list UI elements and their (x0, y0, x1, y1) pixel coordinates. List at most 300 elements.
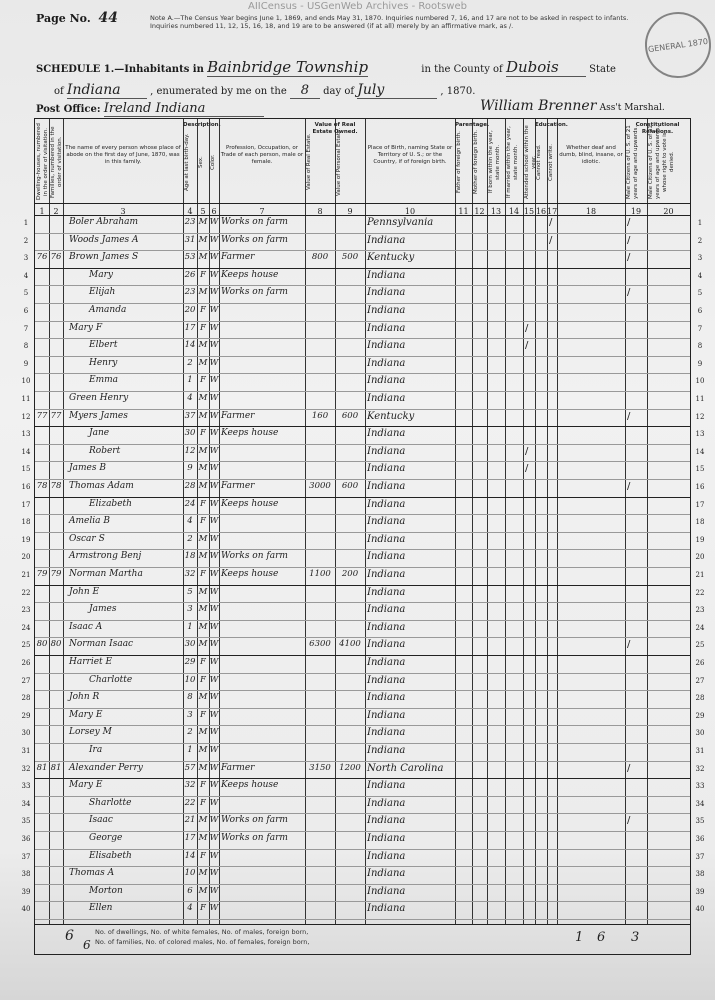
cell-sex: M (198, 252, 208, 263)
column-number-2: 2 (53, 207, 59, 216)
cell-age: 1 (187, 621, 193, 632)
cell-age: 29 (184, 657, 196, 667)
row-number-right: 35 (695, 817, 705, 826)
column-header-2: Families, numbered in the order of visitation. (50, 126, 63, 198)
cell-sex: M (198, 234, 208, 245)
cell-color: W (209, 727, 219, 738)
row-divider (35, 514, 690, 515)
cell-name: Jane (89, 428, 110, 439)
row-number-left: 4 (23, 271, 29, 280)
cell-color: W (209, 340, 219, 351)
column-header-14: If married within the year, state month. (506, 126, 519, 198)
row-number-left: 5 (23, 289, 29, 298)
row-number-right: 30 (695, 729, 705, 738)
cell-occ: Farmer (221, 252, 255, 263)
cell-name: Thomas Adam (69, 481, 134, 491)
row-divider (35, 796, 690, 797)
row-number-left: 12 (21, 412, 31, 421)
cell-age: 57 (184, 762, 196, 773)
column-divider (365, 119, 366, 924)
row-number-left: 18 (21, 518, 31, 527)
cell-name: Ira (89, 745, 103, 755)
cell-pers: 4100 (339, 639, 361, 650)
cell-pers: 600 (341, 410, 359, 421)
cell-birth: Indiana (367, 815, 406, 827)
cell-age: 30 (184, 639, 196, 650)
cell-sex: M (198, 815, 208, 826)
county-value: Dubois (506, 58, 586, 77)
cell-age: 10 (184, 868, 196, 879)
cell-fam: 77 (50, 410, 62, 421)
cell-birth: Indiana (367, 305, 406, 316)
column-number-10: 10 (404, 207, 416, 216)
cell-birth: Indiana (367, 850, 406, 862)
cell-sex: M (198, 463, 208, 474)
cell-sex: M (198, 727, 208, 738)
row-number-right: 20 (695, 553, 705, 562)
cell-age: 2 (187, 533, 193, 544)
enumerated-label: , enumerated by me on the (150, 86, 287, 97)
cell-sex: F (200, 375, 206, 386)
column-divider (219, 119, 220, 924)
cell-birth: Indiana (367, 234, 406, 246)
row-number-left: 21 (21, 571, 31, 579)
cell-age: 1 (187, 745, 193, 755)
footer-tally-2: 6 (597, 930, 606, 945)
cell-name: Mary E (69, 780, 103, 791)
cell-age: 3 (187, 604, 193, 615)
footer-tally-3: 3 (631, 930, 640, 945)
cell-birth: Indiana (367, 833, 406, 844)
row-number-right: 10 (695, 377, 705, 386)
row-number-left: 25 (21, 641, 31, 650)
cell-name: Emma (89, 375, 119, 386)
row-number-right: 12 (695, 412, 705, 421)
post-office-value: Ireland Indiana (104, 101, 264, 117)
cell-age: 4 (187, 903, 193, 914)
cell-occ: Keeps house (221, 498, 279, 509)
row-number-right: 6 (697, 307, 703, 315)
cell-fam: 78 (50, 481, 62, 491)
cell-sex: M (198, 604, 208, 615)
cell-fam: 81 (50, 762, 62, 773)
cell-real: 800 (311, 252, 329, 263)
cell-color: W (209, 885, 219, 896)
cell-birth: Indiana (367, 639, 406, 651)
schedule-label: SCHEDULE 1.—Inhabitants in (36, 64, 204, 75)
cell-birth: Indiana (367, 674, 406, 686)
cell-name: Amelia B (69, 516, 110, 527)
cell-birth: Indiana (367, 745, 406, 756)
cell-color: W (209, 903, 219, 914)
row-number-left: 3 (23, 254, 29, 263)
cell-birth: Indiana (367, 269, 406, 281)
row-divider (35, 373, 690, 374)
column-number-16: 16 (535, 207, 547, 216)
cell-name: Thomas A (69, 868, 115, 879)
row-number-right: 1 (697, 219, 703, 227)
cell-name: Sharlotte (89, 797, 132, 808)
row-number-left: 23 (21, 606, 31, 615)
cell-name: John R (69, 692, 100, 703)
cell-color: W (209, 252, 219, 263)
cell-birth: Indiana (367, 357, 406, 369)
cell-sex: F (200, 305, 206, 315)
cell-color: W (209, 410, 219, 421)
cell-color: W (209, 604, 219, 615)
cell-name: James B (69, 463, 106, 474)
row-divider (35, 602, 690, 603)
cell-age: 26 (184, 269, 196, 280)
column-header-12: Mother of foreign birth. (473, 130, 479, 194)
enumeration-line (54, 82, 475, 99)
cell-color: W (209, 234, 219, 245)
footer-tally-1: 1 (575, 930, 584, 945)
cell-birth: Indiana (367, 393, 406, 404)
column-number-19: 19 (630, 207, 642, 216)
cell-birth: Indiana (367, 885, 406, 897)
row-divider (35, 673, 690, 674)
cell-color: W (209, 357, 219, 368)
column-divider (547, 119, 548, 924)
cell-occ: Works on farm (221, 815, 288, 826)
cell-birth: Indiana (367, 903, 406, 915)
row-number-left: 29 (21, 711, 31, 720)
row-number-left: 11 (21, 395, 31, 403)
cell-color: W (209, 621, 219, 632)
state-label: State (589, 64, 616, 75)
row-number-left: 35 (21, 817, 31, 826)
cell-age: 12 (184, 445, 196, 456)
cell-birth: Indiana (367, 322, 406, 334)
cell-color: W (209, 287, 219, 298)
row-number-right: 19 (695, 535, 705, 544)
row-number-left: 20 (21, 553, 31, 562)
row-number-left: 34 (21, 799, 31, 808)
cell-age: 32 (184, 780, 196, 791)
row-number-left: 30 (21, 729, 31, 738)
cell-birth: Indiana (367, 516, 406, 528)
row-number-right: 14 (695, 447, 705, 456)
column-divider (455, 119, 456, 924)
column-header-4: Age at last birth-day. (184, 133, 190, 191)
cell-age: 4 (187, 393, 193, 403)
township-value: Bainbridge Township (207, 58, 369, 76)
row-number-left: 33 (21, 782, 31, 791)
row-number-right: 32 (695, 764, 705, 773)
cell-name: Mary E (69, 709, 103, 720)
cell-dwell: 79 (36, 569, 48, 579)
cell-name: Robert (89, 445, 121, 456)
cell-pers: 1200 (339, 762, 361, 773)
cell-birth: Indiana (367, 621, 406, 633)
cell-dwell: 76 (36, 252, 48, 263)
cell-age: 28 (184, 481, 196, 491)
cell-color: W (209, 692, 219, 703)
row-number-left: 1 (23, 219, 29, 227)
cell-name: Elijah (89, 287, 116, 298)
cell-color: W (209, 639, 219, 650)
cell-color: W (209, 269, 219, 280)
cell-color: W (209, 481, 219, 491)
cell-dwell: 80 (36, 639, 48, 650)
cell-name: Mary F (69, 322, 103, 333)
row-divider (35, 268, 690, 269)
column-divider (557, 119, 558, 924)
column-number-8: 8 (317, 207, 323, 216)
post-office-line (36, 101, 264, 117)
cell-birth: North Carolina (367, 762, 444, 774)
column-divider (472, 119, 473, 924)
column-header-20: Male Citizens of U. S. of 21 years of age and upwards, whose right to vote is denied. (648, 125, 675, 199)
column-number-12: 12 (474, 207, 485, 216)
cell-color: W (209, 657, 219, 667)
cell-real: 6300 (309, 639, 331, 650)
cell-birth: Pennsylvania (367, 217, 434, 228)
cell-occ: Farmer (221, 762, 255, 773)
cell-sex: M (198, 762, 208, 773)
cell-sex: F (200, 498, 206, 509)
cell-c19: / (627, 481, 631, 492)
column-header-18: Whether deaf and dumb, blind, insane, or idiotic. (559, 145, 623, 165)
cell-sex: M (198, 340, 208, 351)
cell-sex: F (200, 903, 206, 914)
cell-age: 30 (184, 428, 196, 439)
row-divider (35, 743, 690, 744)
cell-c17: / (549, 234, 553, 246)
cell-age: 14 (184, 850, 196, 861)
column-number-1: 1 (39, 207, 45, 216)
group-header-parentage: Parentage. (455, 122, 490, 128)
marshal-line (480, 98, 665, 114)
row-number-right: 8 (697, 342, 703, 351)
cell-fam: 80 (50, 639, 62, 650)
census-footer (34, 924, 691, 955)
row-number-left: 10 (21, 377, 31, 386)
cell-sex: M (198, 410, 208, 421)
row-divider (35, 849, 690, 850)
cell-color: W (209, 850, 219, 861)
row-number-left: 40 (21, 905, 31, 914)
row-number-left: 16 (21, 483, 31, 491)
row-divider (35, 549, 690, 550)
cell-age: 23 (184, 217, 196, 227)
cell-name: Harriet E (69, 657, 113, 667)
watermark-text: AIICensus - USGenWeb Archives - Rootsweb (248, 1, 467, 12)
cell-age: 20 (184, 305, 196, 315)
cell-name: Amanda (89, 305, 127, 315)
column-divider (63, 119, 64, 924)
column-header-11: Father of foreign birth. (456, 131, 462, 193)
row-divider (35, 708, 690, 709)
cell-birth: Indiana (367, 428, 406, 440)
inquiries-note: Note A.—The Census Year begins June 1, 1869, and ends May 31, 1870. Inquiries numbered 7, 16, and 17 are not to be asked in respect to infants. Inquiries numbered 11, 12, 15, 16, 18, and 19 are to be answered (if at all) merely by an affirmative mark, as /. (150, 14, 629, 30)
cell-sex: M (198, 639, 208, 650)
row-number-left: 22 (21, 588, 31, 597)
row-number-right: 11 (695, 395, 705, 403)
cell-name: Isaac (89, 815, 113, 826)
cell-name: Elizabeth (89, 498, 132, 509)
cell-name: Elisabeth (89, 850, 132, 861)
column-number-11: 11 (458, 207, 469, 216)
column-divider (49, 119, 50, 924)
cell-age: 23 (184, 287, 196, 298)
cell-birth: Indiana (367, 604, 406, 616)
cell-birth: Indiana (367, 709, 406, 721)
cell-age: 24 (184, 498, 196, 509)
row-number-left: 26 (21, 659, 31, 667)
row-number-right: 16 (695, 483, 705, 491)
column-header-9: Value of Personal Estate. (336, 127, 342, 197)
row-number-right: 5 (697, 289, 703, 298)
column-number-18: 18 (585, 207, 597, 216)
cell-name: Alexander Perry (69, 762, 143, 773)
row-number-left: 19 (21, 535, 31, 544)
row-divider (35, 338, 690, 339)
cell-sex: M (198, 445, 208, 456)
cell-occ: Works on farm (221, 287, 288, 298)
column-number-15: 15 (523, 207, 535, 216)
column-header-13: If born within the year, state month. (488, 130, 501, 194)
county-label: in the County of (421, 64, 503, 75)
cell-color: W (209, 428, 219, 439)
row-divider (35, 461, 690, 462)
row-divider (35, 778, 690, 779)
cell-c15: / (525, 322, 529, 334)
cell-real: 160 (311, 410, 329, 421)
cell-sex: F (200, 569, 206, 579)
month-value: July (357, 82, 437, 99)
group-header-value: Value of Real Estate Owned. (312, 122, 358, 135)
row-number-right: 34 (695, 799, 705, 808)
column-divider (625, 119, 626, 924)
cell-sex: F (200, 516, 206, 527)
marshal-name: William Brenner (480, 98, 597, 114)
schedule-line (36, 58, 616, 77)
column-number-4: 4 (187, 207, 193, 216)
row-number-right: 33 (695, 782, 705, 791)
cell-name: Elbert (89, 340, 118, 351)
group-header-constitutional: Constitutional Relations. (635, 122, 680, 135)
row-divider (35, 655, 690, 656)
cell-age: 2 (187, 727, 193, 738)
row-number-left: 9 (23, 359, 29, 368)
cell-sex: F (200, 322, 206, 333)
row-number-left: 24 (21, 623, 31, 632)
cell-color: W (209, 745, 219, 755)
cell-name: Charlotte (89, 674, 133, 685)
row-number-left: 36 (21, 835, 31, 843)
cell-age: 9 (187, 463, 193, 474)
page-label (36, 10, 118, 26)
column-number-3: 3 (120, 207, 126, 216)
row-number-left: 27 (21, 676, 31, 685)
cell-age: 14 (184, 340, 196, 351)
cell-c15: / (525, 340, 529, 352)
cell-sex: M (198, 885, 208, 896)
row-divider (35, 866, 690, 867)
cell-color: W (209, 322, 219, 333)
row-divider (35, 567, 690, 568)
column-number-17: 17 (547, 207, 558, 216)
column-header-17: Cannot write. (548, 143, 554, 181)
cell-birth: Indiana (367, 797, 406, 809)
cell-sex: M (198, 287, 208, 298)
cell-color: W (209, 569, 219, 579)
column-divider (535, 119, 536, 924)
row-number-left: 17 (21, 500, 31, 509)
cell-birth: Indiana (367, 287, 406, 299)
cell-sex: M (198, 868, 208, 879)
cell-name: Green Henry (69, 393, 129, 403)
row-number-left: 32 (21, 764, 31, 773)
cell-c19: / (627, 217, 631, 228)
column-number-5: 5 (200, 207, 206, 216)
cell-age: 17 (184, 322, 196, 333)
cell-color: W (209, 463, 219, 474)
cell-name: Mary (89, 269, 113, 280)
row-divider (35, 444, 690, 445)
cell-fam: 79 (50, 569, 62, 579)
row-divider (35, 725, 690, 726)
cell-age: 53 (184, 252, 196, 263)
cell-name: Brown James S (69, 252, 139, 263)
page-number: 44 (98, 10, 118, 26)
cell-birth: Indiana (367, 868, 406, 880)
cell-age: 6 (187, 885, 193, 896)
row-number-right: 21 (695, 571, 705, 579)
cell-sex: F (200, 850, 206, 861)
column-divider (487, 119, 488, 924)
cell-occ: Keeps house (221, 269, 279, 280)
cell-age: 8 (187, 692, 193, 703)
column-header-1: Dwelling-houses, numbered in the order of visitation. (36, 123, 49, 201)
row-number-left: 39 (21, 887, 31, 896)
cell-age: 2 (187, 357, 193, 368)
cell-name: Isaac A (69, 621, 103, 632)
row-number-right: 18 (695, 518, 705, 527)
cell-birth: Kentucky (367, 410, 415, 422)
row-divider (35, 391, 690, 392)
cell-sex: M (198, 586, 208, 597)
group-header-description: Description. (183, 122, 221, 128)
cell-birth: Indiana (367, 692, 406, 704)
cell-name: Lorsey M (69, 727, 112, 738)
day-of-label: day of (323, 86, 355, 97)
row-number-right: 31 (695, 747, 705, 755)
cell-age: 32 (184, 569, 196, 579)
footer-dwellings-count: 6 (65, 928, 74, 944)
cell-name: John E (69, 586, 100, 597)
column-divider (305, 119, 306, 924)
cell-sex: M (198, 393, 208, 403)
column-header-6: Color. (210, 154, 216, 170)
column-header-7: Profession, Occupation, or Trade of each person, male or female. (220, 145, 304, 165)
cell-color: W (209, 393, 219, 403)
cell-pers: 600 (341, 481, 359, 491)
column-number-13: 13 (490, 207, 502, 216)
footer-label-1: No. of dwellings, No. of white females, No. of males, foreign born, (95, 928, 309, 936)
cell-pers: 500 (341, 252, 359, 263)
cell-real: 3000 (309, 481, 331, 491)
row-number-left: 6 (23, 307, 29, 315)
cell-birth: Indiana (367, 533, 406, 545)
cell-color: W (209, 516, 219, 527)
cell-occ: Farmer (221, 410, 255, 421)
cell-c19: / (627, 287, 631, 299)
row-number-right: 27 (695, 676, 705, 685)
row-number-right: 39 (695, 887, 705, 896)
